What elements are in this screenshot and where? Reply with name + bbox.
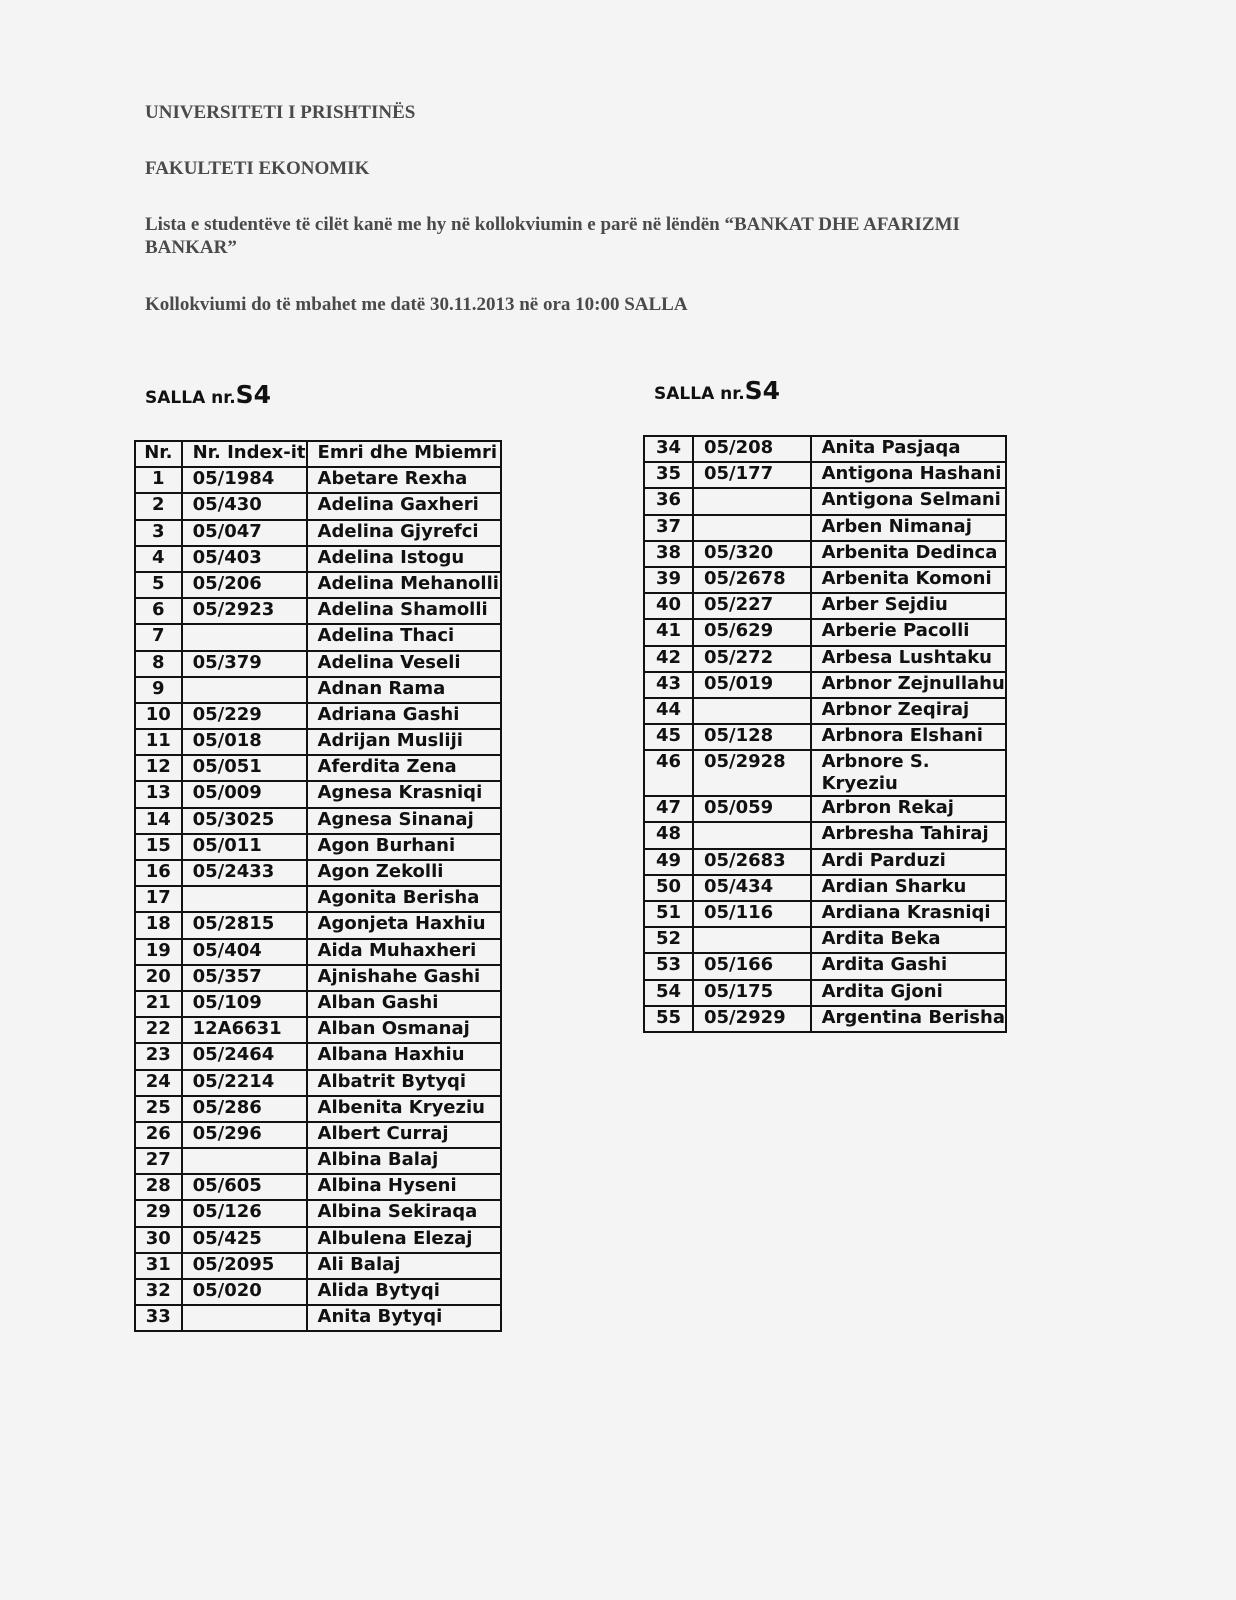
row-student-name: Alban Gashi: [307, 991, 501, 1017]
row-student-name: Arbnore S. Kryeziu: [811, 750, 1006, 796]
row-student-name: Agonjeta Haxhiu: [307, 912, 501, 938]
row-number: 46: [644, 750, 693, 796]
row-number: 14: [135, 808, 182, 834]
room-prefix: SALLA nr.: [145, 388, 236, 408]
row-index-number: 05/2678: [693, 567, 811, 593]
row-student-name: Adelina Gjyrefci: [307, 520, 501, 546]
table-row: [135, 651, 501, 677]
row-index-number: 05/2433: [182, 860, 307, 886]
room-label-left: [145, 380, 271, 409]
row-number: 24: [135, 1070, 182, 1096]
table-row: [135, 1043, 501, 1069]
row-number: 31: [135, 1253, 182, 1279]
column-header-index: Nr. Index-it: [182, 441, 307, 467]
table-row: [644, 619, 1006, 645]
row-student-name: Adnan Rama: [307, 677, 501, 703]
row-number: 20: [135, 965, 182, 991]
row-number: 4: [135, 546, 182, 572]
table-row: [135, 677, 501, 703]
row-student-name: Albina Hyseni: [307, 1174, 501, 1200]
table-row: [135, 624, 501, 650]
row-index-number: [182, 886, 307, 912]
row-number: 35: [644, 462, 693, 488]
table-row: [135, 1070, 501, 1096]
table-row: [135, 860, 501, 886]
row-number: 11: [135, 729, 182, 755]
row-index-number: [182, 624, 307, 650]
row-number: 10: [135, 703, 182, 729]
row-student-name: Albina Balaj: [307, 1148, 501, 1174]
row-student-name: Aida Muhaxheri: [307, 939, 501, 965]
table-row: [135, 886, 501, 912]
row-index-number: 05/229: [182, 703, 307, 729]
table-row: [644, 436, 1006, 462]
row-student-name: Adelina Shamolli: [307, 598, 501, 624]
row-number: 52: [644, 927, 693, 953]
column-header-name: Emri dhe Mbiemri: [307, 441, 501, 467]
table-row: [135, 965, 501, 991]
table-row: [644, 541, 1006, 567]
table-row: [135, 546, 501, 572]
table-row: [135, 520, 501, 546]
row-student-name: Anita Bytyqi: [307, 1305, 501, 1331]
row-student-name: Ardita Gjoni: [811, 980, 1006, 1006]
row-student-name: Albana Haxhiu: [307, 1043, 501, 1069]
room-prefix: SALLA nr.: [654, 384, 745, 404]
row-student-name: Ardiana Krasniqi: [811, 901, 1006, 927]
table-row: [135, 1227, 501, 1253]
table-row: [135, 598, 501, 624]
row-index-number: [693, 698, 811, 724]
row-number: 51: [644, 901, 693, 927]
row-index-number: [693, 488, 811, 514]
row-index-number: 05/177: [693, 462, 811, 488]
row-index-number: 05/430: [182, 493, 307, 519]
row-number: 32: [135, 1279, 182, 1305]
table-row: [135, 991, 501, 1017]
row-student-name: Arbenita Dedinca: [811, 541, 1006, 567]
row-number: 49: [644, 849, 693, 875]
row-index-number: 05/227: [693, 593, 811, 619]
row-number: 54: [644, 980, 693, 1006]
row-number: 6: [135, 598, 182, 624]
row-number: 44: [644, 698, 693, 724]
table-row: [135, 1096, 501, 1122]
row-student-name: Ajnishahe Gashi: [307, 965, 501, 991]
row-student-name: Albert Curraj: [307, 1122, 501, 1148]
row-number: 5: [135, 572, 182, 598]
row-student-name: Adriana Gashi: [307, 703, 501, 729]
table-row: [135, 1174, 501, 1200]
table-row: [644, 849, 1006, 875]
row-number: 1: [135, 467, 182, 493]
row-student-name: Ardi Parduzi: [811, 849, 1006, 875]
row-student-name: Aferdita Zena: [307, 755, 501, 781]
row-student-name: Agnesa Krasniqi: [307, 781, 501, 807]
row-student-name: Agon Burhani: [307, 834, 501, 860]
row-index-number: 05/434: [693, 875, 811, 901]
row-number: 13: [135, 781, 182, 807]
row-index-number: 05/3025: [182, 808, 307, 834]
row-number: 25: [135, 1096, 182, 1122]
list-title: Lista e studentëve të cilët kanë me hy në kollokviumin e parë në lëndën “BANKAT DHE AFARIZMI BANKAR”: [145, 214, 960, 258]
row-index-number: 05/1984: [182, 467, 307, 493]
row-index-number: 05/116: [693, 901, 811, 927]
row-student-name: Ardita Gashi: [811, 953, 1006, 979]
row-index-number: 05/404: [182, 939, 307, 965]
table-row: [644, 901, 1006, 927]
row-number: 43: [644, 672, 693, 698]
row-index-number: 05/379: [182, 651, 307, 677]
table-row: [135, 493, 501, 519]
row-index-number: 05/128: [693, 724, 811, 750]
row-number: 16: [135, 860, 182, 886]
row-index-number: 05/009: [182, 781, 307, 807]
table-row: [135, 1279, 501, 1305]
table-row: [644, 672, 1006, 698]
row-index-number: [182, 1305, 307, 1331]
table-row: [135, 834, 501, 860]
table-row: [644, 698, 1006, 724]
row-student-name: Arbresha Tahiraj: [811, 822, 1006, 848]
row-number: 37: [644, 515, 693, 541]
row-index-number: 05/286: [182, 1096, 307, 1122]
table-row: [135, 1148, 501, 1174]
row-index-number: 05/020: [182, 1279, 307, 1305]
row-index-number: 05/109: [182, 991, 307, 1017]
row-student-name: Adelina Mehanolli: [307, 572, 501, 598]
row-student-name: Arben Nimanaj: [811, 515, 1006, 541]
table-row: [644, 567, 1006, 593]
table-row: [644, 953, 1006, 979]
row-number: 3: [135, 520, 182, 546]
row-number: 18: [135, 912, 182, 938]
row-index-number: 05/320: [693, 541, 811, 567]
row-index-number: [182, 677, 307, 703]
row-student-name: Antigona Hashani: [811, 462, 1006, 488]
row-index-number: 05/2923: [182, 598, 307, 624]
row-index-number: 05/2683: [693, 849, 811, 875]
row-index-number: 05/296: [182, 1122, 307, 1148]
table-row: [135, 1017, 501, 1043]
row-index-number: 05/047: [182, 520, 307, 546]
table-row: [135, 939, 501, 965]
table-row: [644, 488, 1006, 514]
row-number: 55: [644, 1006, 693, 1032]
row-student-name: Albina Sekiraqa: [307, 1200, 501, 1226]
row-number: 21: [135, 991, 182, 1017]
room-label-right: [654, 376, 780, 405]
row-number: 2: [135, 493, 182, 519]
row-number: 29: [135, 1200, 182, 1226]
row-student-name: Arbnor Zejnullahu: [811, 672, 1006, 698]
row-index-number: 05/629: [693, 619, 811, 645]
table-row: [644, 980, 1006, 1006]
table-row: [135, 912, 501, 938]
row-index-number: 05/2095: [182, 1253, 307, 1279]
row-index-number: 05/175: [693, 980, 811, 1006]
table-header-row: [135, 441, 501, 467]
row-index-number: 05/2815: [182, 912, 307, 938]
row-student-name: Agonita Berisha: [307, 886, 501, 912]
exam-date-line: Kollokviumi do të mbahet me datë 30.11.2013 në ora 10:00 SALLA: [145, 294, 688, 315]
table-row: [135, 1122, 501, 1148]
row-number: 15: [135, 834, 182, 860]
row-student-name: Arbesa Lushtaku: [811, 646, 1006, 672]
row-number: 7: [135, 624, 182, 650]
row-student-name: Arbron Rekaj: [811, 796, 1006, 822]
row-index-number: 05/206: [182, 572, 307, 598]
row-number: 41: [644, 619, 693, 645]
table-row: [135, 729, 501, 755]
table-row: [644, 724, 1006, 750]
row-index-number: 05/272: [693, 646, 811, 672]
row-student-name: Ardita Beka: [811, 927, 1006, 953]
faculty-name: FAKULTETI EKONOMIK: [145, 158, 370, 179]
row-index-number: 05/011: [182, 834, 307, 860]
row-student-name: Adelina Veseli: [307, 651, 501, 677]
row-index-number: 05/126: [182, 1200, 307, 1226]
row-index-number: 05/605: [182, 1174, 307, 1200]
row-number: 47: [644, 796, 693, 822]
row-index-number: 05/2464: [182, 1043, 307, 1069]
row-number: 36: [644, 488, 693, 514]
row-student-name: Albulena Elezaj: [307, 1227, 501, 1253]
row-student-name: Arberie Pacolli: [811, 619, 1006, 645]
table-row: [135, 467, 501, 493]
row-student-name: Ardian Sharku: [811, 875, 1006, 901]
row-student-name: Albatrit Bytyqi: [307, 1070, 501, 1096]
table-row: [644, 927, 1006, 953]
table-row: [644, 462, 1006, 488]
row-student-name: Abetare Rexha: [307, 467, 501, 493]
row-number: 9: [135, 677, 182, 703]
row-student-name: Adelina Thaci: [307, 624, 501, 650]
row-student-name: Arbenita Komoni: [811, 567, 1006, 593]
student-table-left: [134, 440, 502, 1332]
row-student-name: Argentina Berisha: [811, 1006, 1006, 1032]
row-number: 22: [135, 1017, 182, 1043]
table-row: [135, 808, 501, 834]
row-student-name: Antigona Selmani: [811, 488, 1006, 514]
row-index-number: 05/2929: [693, 1006, 811, 1032]
row-number: 33: [135, 1305, 182, 1331]
row-index-number: 05/208: [693, 436, 811, 462]
row-number: 27: [135, 1148, 182, 1174]
row-number: 53: [644, 953, 693, 979]
row-index-number: 05/051: [182, 755, 307, 781]
row-number: 34: [644, 436, 693, 462]
table-row: [135, 1305, 501, 1331]
row-index-number: 12A6631: [182, 1017, 307, 1043]
row-index-number: [693, 822, 811, 848]
row-student-name: Alban Osmanaj: [307, 1017, 501, 1043]
row-number: 48: [644, 822, 693, 848]
row-index-number: 05/357: [182, 965, 307, 991]
table-row: [644, 1006, 1006, 1032]
table-row: [644, 515, 1006, 541]
student-table-right: [643, 435, 1007, 1033]
row-number: 45: [644, 724, 693, 750]
row-number: 42: [644, 646, 693, 672]
row-index-number: 05/166: [693, 953, 811, 979]
table-row: [644, 796, 1006, 822]
row-number: 38: [644, 541, 693, 567]
row-student-name: Adelina Istogu: [307, 546, 501, 572]
row-index-number: 05/425: [182, 1227, 307, 1253]
table-row: [135, 755, 501, 781]
row-student-name: Ali Balaj: [307, 1253, 501, 1279]
row-student-name: Albenita Kryeziu: [307, 1096, 501, 1122]
row-index-number: 05/019: [693, 672, 811, 698]
row-student-name: Arber Sejdiu: [811, 593, 1006, 619]
row-index-number: 05/2928: [693, 750, 811, 796]
row-student-name: Adrijan Musliji: [307, 729, 501, 755]
table-row: [135, 1253, 501, 1279]
row-index-number: [693, 927, 811, 953]
row-number: 28: [135, 1174, 182, 1200]
row-student-name: Alida Bytyqi: [307, 1279, 501, 1305]
row-index-number: 05/018: [182, 729, 307, 755]
row-number: 12: [135, 755, 182, 781]
table-row: [644, 875, 1006, 901]
row-number: 8: [135, 651, 182, 677]
row-number: 26: [135, 1122, 182, 1148]
row-index-number: 05/403: [182, 546, 307, 572]
table-row: [644, 750, 1006, 796]
table-row: [135, 1200, 501, 1226]
university-name: UNIVERSITETI I PRISHTINËS: [145, 102, 416, 123]
row-student-name: Agon Zekolli: [307, 860, 501, 886]
table-row: [135, 572, 501, 598]
room-code: S4: [744, 376, 781, 405]
row-student-name: Arbnora Elshani: [811, 724, 1006, 750]
table-row: [135, 703, 501, 729]
row-index-number: 05/2214: [182, 1070, 307, 1096]
table-row: [135, 781, 501, 807]
row-student-name: Adelina Gaxheri: [307, 493, 501, 519]
row-number: 39: [644, 567, 693, 593]
row-index-number: 05/059: [693, 796, 811, 822]
column-header-nr: Nr.: [135, 441, 182, 467]
table-row: [644, 822, 1006, 848]
row-number: 17: [135, 886, 182, 912]
row-index-number: [182, 1148, 307, 1174]
table-row: [644, 593, 1006, 619]
row-number: 19: [135, 939, 182, 965]
row-number: 30: [135, 1227, 182, 1253]
room-code: S4: [235, 380, 272, 409]
table-row: [644, 646, 1006, 672]
row-number: 40: [644, 593, 693, 619]
row-index-number: [693, 515, 811, 541]
row-student-name: Arbnor Zeqiraj: [811, 698, 1006, 724]
row-number: 50: [644, 875, 693, 901]
row-student-name: Agnesa Sinanaj: [307, 808, 501, 834]
row-number: 23: [135, 1043, 182, 1069]
row-student-name: Anita Pasjaqa: [811, 436, 1006, 462]
